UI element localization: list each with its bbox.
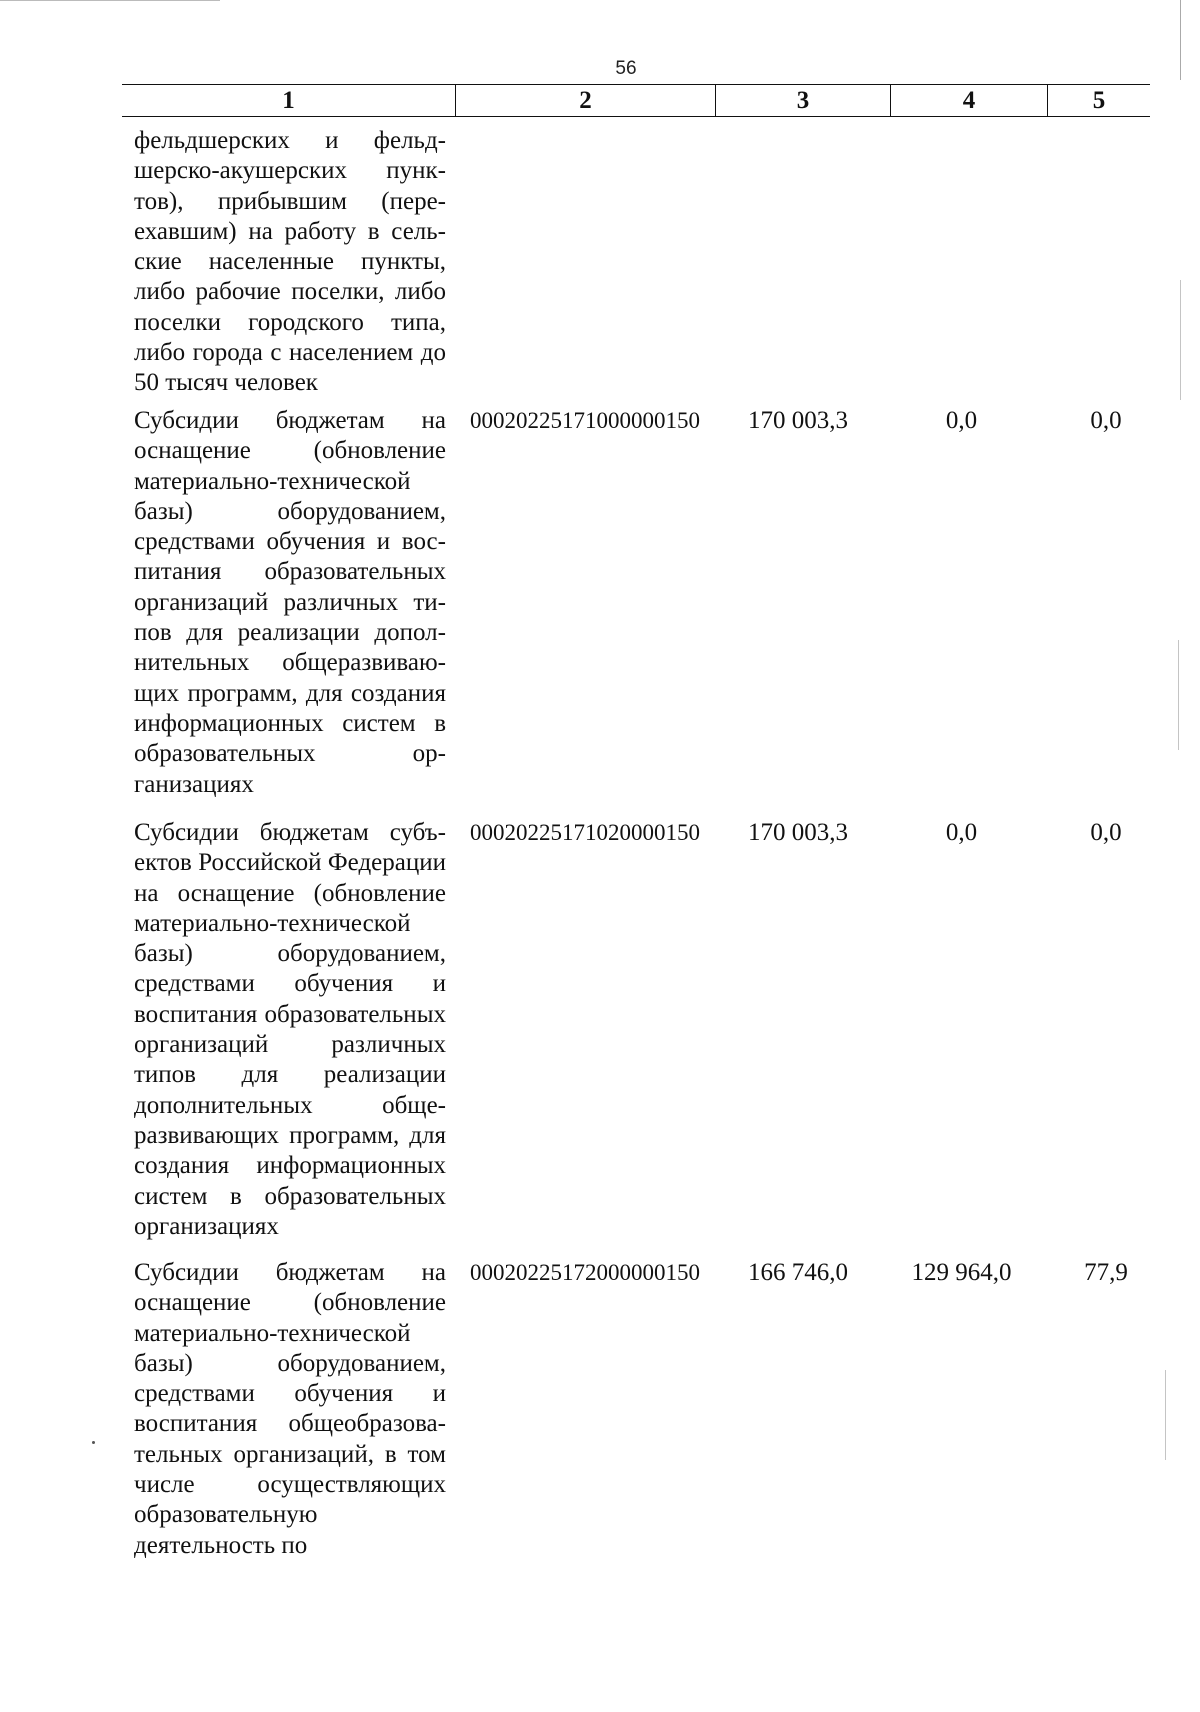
scan-artifact-line bbox=[1165, 1370, 1166, 1460]
row-description: Субсидии бюджетам на оснащение (обновление материально-технической базы) оборудованием, средствами обучения и воспитания образовательных организаций различных типов для реализации дополнительных общеразвивающих программ, для создания информационных систем в образовательных организациях bbox=[134, 407, 446, 798]
column-header-3: 3 bbox=[716, 85, 891, 116]
scan-artifact-dot bbox=[92, 1441, 95, 1444]
row-value-col4: 0,0 bbox=[945, 407, 978, 434]
scan-artifact-line bbox=[1178, 640, 1179, 750]
row-value-col5: 77,9 bbox=[1084, 1259, 1128, 1286]
row-code: 00020225171000000150 bbox=[470, 408, 700, 433]
row-description: Субсидии бюджетам на оснащение (обновление материально-технической базы) оборудованием, средствами обучения и воспитания общеобразовательных организаций, в том числе осуществляющих образовательную деятельность по bbox=[134, 1259, 446, 1559]
column-header-1: 1 bbox=[122, 85, 456, 116]
table-header-row bbox=[122, 84, 1150, 117]
scan-artifact-line bbox=[1180, 280, 1181, 400]
row-value-col3: 170 003,3 bbox=[748, 819, 848, 846]
row-code bbox=[456, 126, 716, 399]
column-header-2: 2 bbox=[456, 85, 716, 116]
table-row bbox=[122, 406, 1150, 800]
page-number: 56 bbox=[615, 58, 637, 79]
row-value-col4 bbox=[891, 126, 1048, 399]
column-header-4: 4 bbox=[891, 85, 1048, 116]
row-value-col5 bbox=[1048, 126, 1150, 399]
table-row bbox=[122, 126, 1150, 399]
scan-artifact-line bbox=[1180, 0, 1181, 80]
budget-table bbox=[122, 84, 1150, 1559]
row-description: фельдшерских и фельдшерско-акушерских пунктов), прибывшим (переехавшим) на работу в сельские населенные пункты, либо рабочие поселки, либо поселки городского типа, либо города с населением до 50 тысяч человек bbox=[134, 127, 446, 397]
table-row bbox=[122, 1258, 1150, 1561]
row-value-col5: 0,0 bbox=[1090, 407, 1122, 434]
row-value-col3: 166 746,0 bbox=[748, 1259, 848, 1286]
row-value-col4: 0,0 bbox=[945, 819, 978, 846]
column-header-5: 5 bbox=[1092, 87, 1106, 114]
row-value-col5: 0,0 bbox=[1090, 819, 1122, 846]
scan-artifact-line bbox=[0, 0, 220, 1]
row-code: 00020225171020000150 bbox=[470, 820, 700, 845]
row-value-col4: 129 964,0 bbox=[911, 1259, 1012, 1286]
row-value-col3 bbox=[716, 126, 891, 399]
row-value-col3: 170 003,3 bbox=[748, 407, 848, 434]
table-row bbox=[122, 818, 1150, 1242]
row-description: Субсидии бюджетам субъектов Российской Федерации на оснащение (обновление материально-технической базы) оборудованием, средствами обучения и воспитания образовательных организаций различных типов для реализации дополнительных общеразвивающих программ, для создания информационных систем в образовательных организациях bbox=[134, 819, 446, 1240]
row-code: 00020225172000000150 bbox=[470, 1260, 700, 1285]
